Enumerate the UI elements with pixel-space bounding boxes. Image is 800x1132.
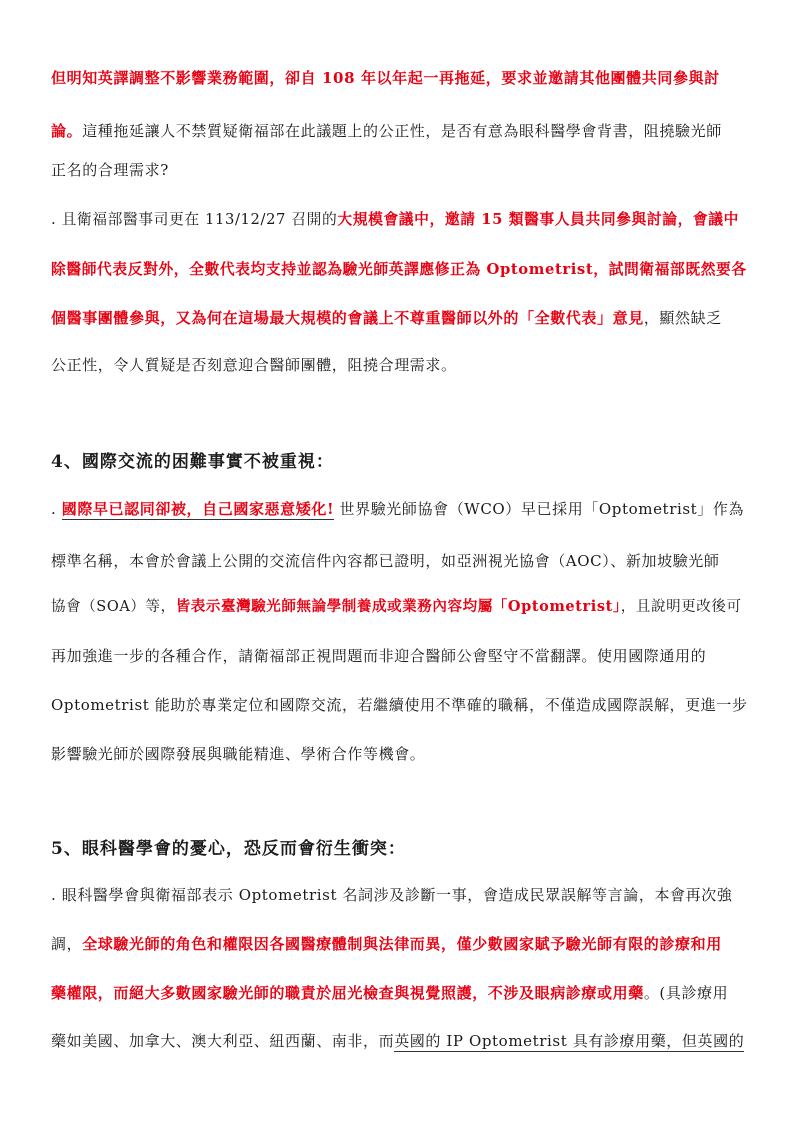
body-text: Optometrist 能助於專業定位和國際交流，若繼續使用不準確的職稱，不僅造成國際誤解，更進一步 <box>51 696 748 714</box>
paragraph-line <box>51 743 749 765</box>
paragraph-line <box>51 1030 749 1052</box>
body-text: 再加強進一步的各種合作，請衛福部正視問題而非迎合醫師公會堅守不當翻譯。使用國際通用的 <box>51 647 707 665</box>
emphasis-text: 但明知英譯調整不影響業務範圍，卻自 108 年以年起一再拖延，要求並邀請其他團體共同參與討 <box>51 69 720 87</box>
body-text: 標準名稱，本會於會議上公開的交流信件內容都已證明，如亞洲視光協會（AOC）、新加坡驗光師 <box>51 552 720 570</box>
paragraph-line <box>51 159 749 181</box>
paragraph-line <box>51 982 749 1004</box>
paragraph-line <box>51 596 749 618</box>
paragraph-line <box>51 550 749 572</box>
body-text: 協會（SOA）等， <box>51 599 176 615</box>
body-text: 世界驗光師協會（WCO）早已採用「Optometrist」作為 <box>334 500 745 518</box>
emphasis-text: 大規模會議中，邀請 15 類醫事人員共同參與討論，會議中 <box>337 211 739 228</box>
emphasis-text: 藥權限，而絕大多數國家驗光師的職責於屈光檢查與視覺照護，不涉及眼病診療或用藥 <box>51 984 644 1002</box>
paragraph-line <box>51 259 749 281</box>
body-text: . <box>51 500 62 518</box>
paragraph-line <box>51 694 749 716</box>
body-text: 影響驗光師於國際發展與職能精進、學術合作等機會。 <box>51 745 426 763</box>
paragraph-line <box>51 354 749 376</box>
body-text: ，且說明更改後可 <box>620 599 742 615</box>
paragraph-line <box>51 307 749 329</box>
body-text: 藥如美國、加拿大、澳大利亞、紐西蘭、南非，而 <box>51 1032 395 1050</box>
body-text: 正名的合理需求? <box>51 161 169 179</box>
paragraph-line <box>51 645 749 667</box>
section-heading: 5、眼科醫學會的憂心，恐反而會衍生衝突： <box>51 839 406 859</box>
paragraph-line <box>51 498 749 520</box>
body-text: 公正性，令人質疑是否刻意迎合醫師團體，阻撓合理需求。 <box>51 356 457 374</box>
paragraph-line <box>51 884 749 906</box>
emphasis-text: 個醫事團體參與，又為何在這場最大規模的會議上不尊重醫師以外的「全數代表」意見 <box>51 309 644 327</box>
paragraph-line <box>51 120 749 142</box>
emphasis-text: 皆表示臺灣驗光師無論學制養成或業務內容均屬「Optometrist」 <box>175 598 621 615</box>
emphasis-text: 全球驗光師的角色和權限因各國醫療體制與法律而異，僅少數國家賦予驗光師有限的診療和用 <box>82 935 722 953</box>
paragraph-line <box>51 209 749 231</box>
body-text: 。(具診療用 <box>643 984 729 1002</box>
paragraph-line <box>51 67 749 89</box>
body-text: 調， <box>51 935 83 953</box>
section-heading: 4、國際交流的困難事實不被重視： <box>51 452 334 472</box>
paragraph-line <box>51 933 749 955</box>
body-text: . 且衛福部醫事司更在 113/12/27 召開的 <box>51 211 338 228</box>
emphasis-text: 國際早已認同卻被，自己國家惡意矮化! <box>61 500 335 518</box>
underlined-text: 英國的 IP Optometrist 具有診療用藥，但英國的 <box>394 1032 745 1050</box>
body-text: . 眼科醫學會與衛福部表示 Optometrist 名詞涉及診斷一事，會造成民眾誤解等言論，本會再次強 <box>51 886 733 904</box>
body-text: ，顯然缺乏 <box>643 309 722 327</box>
emphasis-text: 除醫師代表反對外，全數代表均支持並認為驗光師英譯應修正為 Optometrist，試問衛福部既然要各 <box>51 261 747 278</box>
emphasis-text: 論。 <box>51 122 83 140</box>
body-text: 這種拖延讓人不禁質疑衛福部在此議題上的公正性，是否有意為眼科醫學會背書，阻撓驗光師 <box>82 122 722 140</box>
